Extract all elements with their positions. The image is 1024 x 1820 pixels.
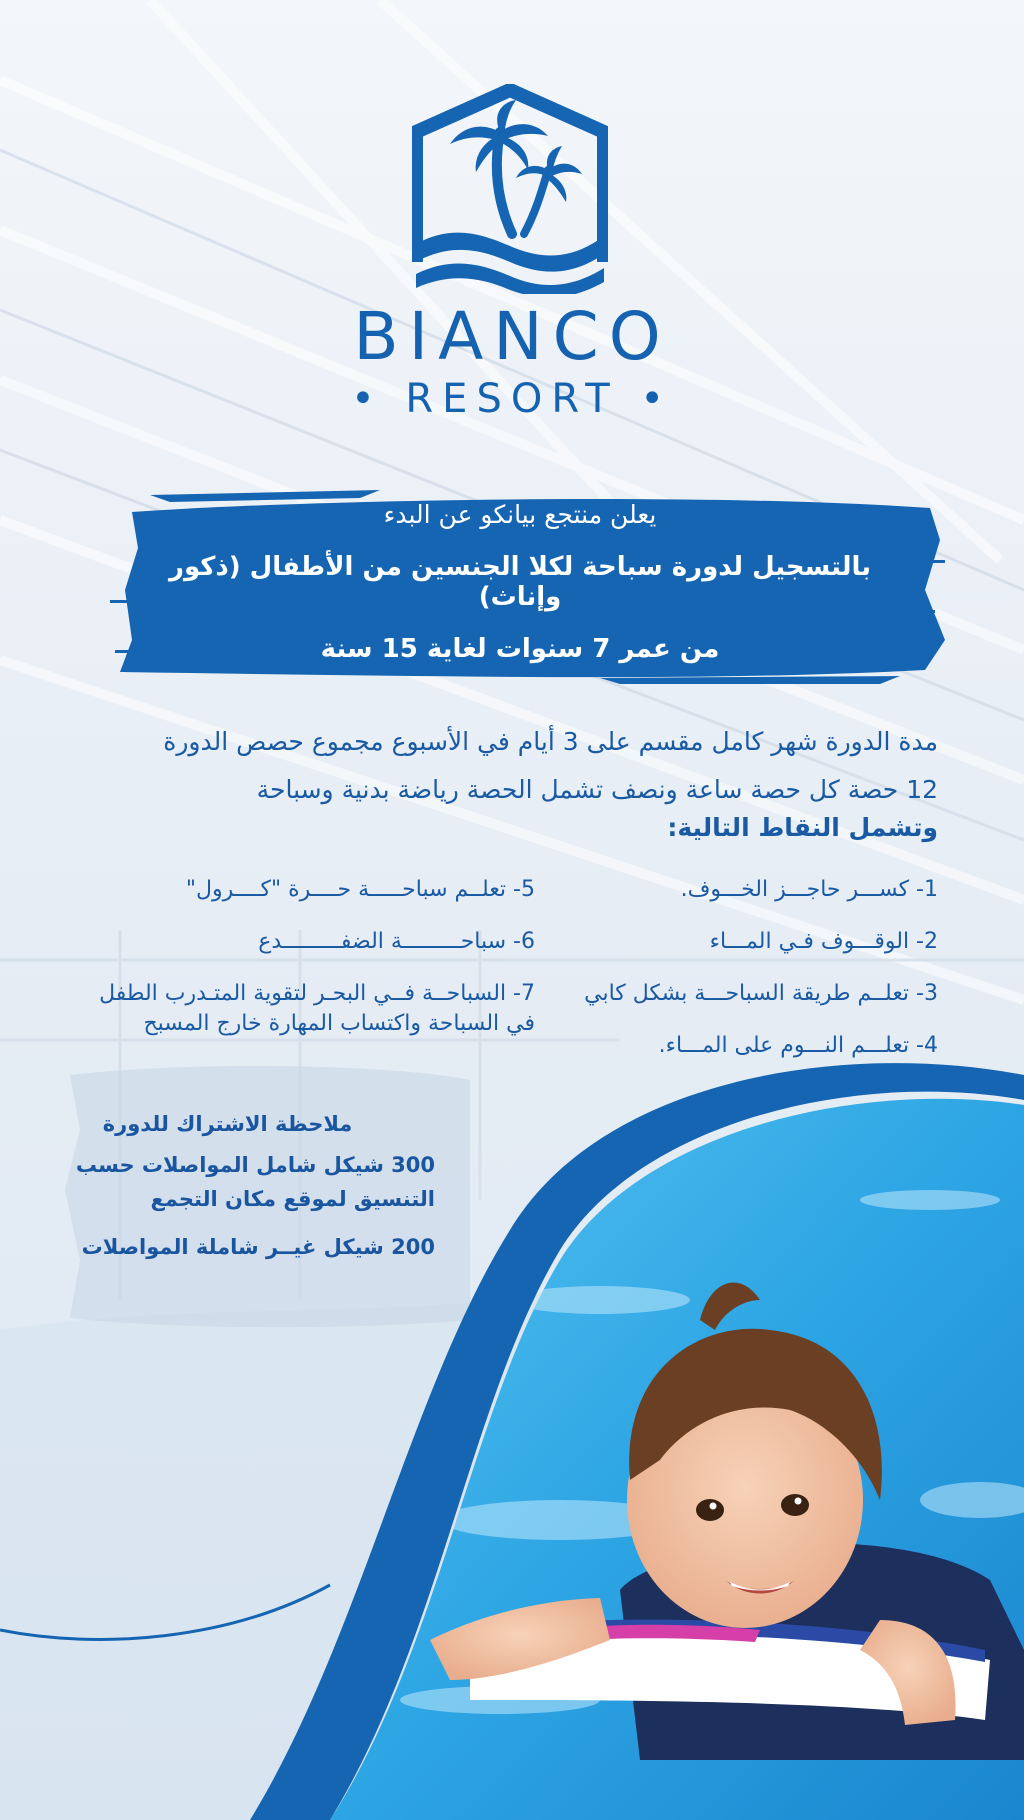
note-price-without-transport: 200 شيكل غيــر شاملة المواصلات bbox=[81, 1235, 435, 1259]
description-line-1: مدة الدورة شهر كامل مقسم على 3 أيام في الأسبوع مجموع حصص الدورة bbox=[163, 727, 938, 756]
point-2: 2- الوقـــوف فـي المـــاء bbox=[709, 929, 938, 954]
brand-name: BIANCO bbox=[353, 298, 671, 375]
points-column-right bbox=[545, 875, 938, 1083]
brand-subtitle: • RESORT • bbox=[351, 376, 673, 422]
point-4: 4- تعلـــم النـــوم على المـــاء. bbox=[658, 1033, 938, 1058]
points-column-left bbox=[80, 875, 535, 1061]
banner-line-1: يعلن منتجع بيانكو عن البدء bbox=[383, 500, 657, 529]
description-line-2: 12 حصة كل حصة ساعة ونصف تشمل الحصة رياضة بدنية وسباحة bbox=[256, 775, 938, 804]
house-palm-tree-wave-icon bbox=[412, 84, 608, 294]
note-title: ملاحظة الاشتراك للدورة bbox=[102, 1112, 353, 1136]
banner-line-3: من عمر 7 سنوات لغاية 15 سنة bbox=[320, 634, 720, 664]
point-3: 3- تعلــم طريقة السباحـــة بشكل كابي bbox=[584, 981, 938, 1006]
banner-line-2: بالتسجيل لدورة سباحة لكلا الجنسين من الأطفال (ذكور وإناث) bbox=[168, 552, 871, 612]
point-7: 7- السباحــة فــي البحـر لتقوية المتـدرب الطفل في السباحة واكتساب المهارة خارج المسبح bbox=[99, 981, 535, 1036]
point-6: 6- سباحـــــــــة الضفـــــــــدع bbox=[258, 929, 535, 954]
point-5: 5- تعلــم سباحـــــة حــــرة "كــــرول" bbox=[185, 877, 535, 902]
course-description bbox=[80, 718, 938, 814]
points-heading: وتشمل النقاط التالية: bbox=[667, 813, 938, 842]
point-1: 1- كســـر حاجـــز الخـــوف. bbox=[680, 877, 938, 902]
announcement-banner bbox=[140, 500, 900, 664]
subscription-note bbox=[60, 1112, 435, 1264]
note-price-with-transport: 300 شيكل شامل المواصلات حسب التنسيق لموقع مكان التجمع bbox=[75, 1153, 435, 1211]
